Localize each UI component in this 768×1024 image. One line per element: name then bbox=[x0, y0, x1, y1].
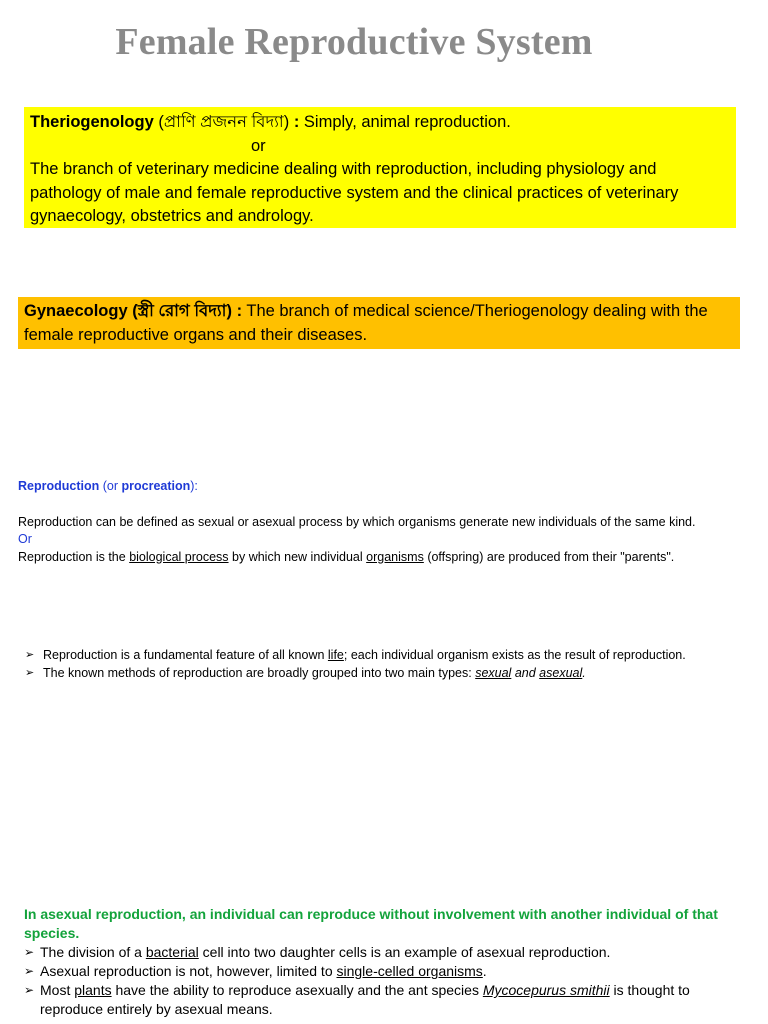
facts-section bbox=[18, 647, 758, 682]
bullet-arrow-icon: ➢ bbox=[24, 964, 35, 978]
gynaecology-separator: : bbox=[236, 302, 243, 320]
gynaecology-definition: The branch of medical science/Theriogenology dealing with the female reproductive organs and their diseases. bbox=[24, 302, 708, 344]
asexual1-text-a: The division of a bbox=[40, 944, 142, 960]
def2-text-a: Reproduction is the bbox=[18, 549, 126, 564]
theriogenology-definition-box bbox=[24, 107, 736, 228]
asexual-list bbox=[24, 943, 744, 1019]
bullet-arrow-icon: ➢ bbox=[25, 666, 35, 679]
list-item bbox=[18, 647, 758, 665]
theriogenology-bengali: (প্রাণি প্রজনন বিদ্যা) bbox=[158, 113, 290, 131]
theriogenology-term: Theriogenology bbox=[30, 113, 154, 131]
mycocepurus-smithii-link[interactable]: Mycocepurus smithii bbox=[482, 982, 610, 998]
sexual-link[interactable]: sexual bbox=[475, 665, 512, 680]
asexual-link[interactable]: asexual bbox=[539, 665, 583, 680]
theriogenology-or: or bbox=[251, 136, 266, 155]
list-item bbox=[18, 665, 758, 683]
bullet-arrow-icon: ➢ bbox=[24, 983, 35, 997]
asexual3-text-a: Most bbox=[40, 982, 71, 998]
fact2-text-a: The known methods of reproduction are broadly grouped into two main types: bbox=[43, 665, 472, 680]
gynaecology-definition-box bbox=[18, 297, 740, 349]
list-item bbox=[24, 962, 744, 981]
asexual-heading: In asexual reproduction, an individual can reproduce without involvement with another individual of that species. bbox=[24, 906, 718, 941]
asexual3-text-c: is thought to reproduce entirely by asexual means. bbox=[40, 982, 690, 1017]
bullet-arrow-icon: ➢ bbox=[24, 945, 35, 959]
list-item bbox=[24, 981, 744, 1019]
plants-link[interactable]: plants bbox=[74, 982, 112, 998]
asexual2-text-b: . bbox=[482, 963, 487, 979]
theriogenology-long-definition: The branch of veterinary medicine dealing with reproduction, including physiology and pathology of male and female reproductive system and the clinical practices of veterinary gynaecology, obstetrics and andrology. bbox=[30, 160, 679, 225]
list-item bbox=[24, 943, 744, 962]
asexual1-text-b: cell into two daughter cells is an example of asexual reproduction. bbox=[202, 944, 611, 960]
fact1-text-b: ; each individual organism exists as the result of reproduction. bbox=[343, 648, 686, 662]
organisms-link[interactable]: organisms bbox=[366, 549, 424, 564]
asexual-section bbox=[24, 905, 744, 1019]
asexual3-text-b: have the ability to reproduce asexually and the ant species bbox=[115, 982, 479, 998]
page-title: Female Reproductive System bbox=[115, 21, 593, 63]
facts-list bbox=[18, 647, 758, 682]
reproduction-heading-or: (or bbox=[102, 479, 119, 493]
single-celled-organisms-link[interactable]: single-celled organisms bbox=[336, 963, 483, 979]
biological-process-link[interactable]: biological process bbox=[129, 549, 229, 564]
fact1-text-a: Reproduction is a fundamental feature of all known bbox=[43, 648, 325, 662]
reproduction-section bbox=[18, 478, 758, 566]
reproduction-heading bbox=[18, 478, 758, 496]
asexual2-text-a: Asexual reproduction is not, however, limited to bbox=[40, 963, 333, 979]
reproduction-definition-2 bbox=[18, 549, 758, 567]
bullet-arrow-icon: ➢ bbox=[25, 649, 35, 661]
gynaecology-bengali: (স্ত্রী রোগ বিদ্যা) bbox=[132, 302, 232, 320]
bacterial-link[interactable]: bacterial bbox=[145, 944, 199, 960]
life-link[interactable]: life bbox=[327, 648, 344, 662]
reproduction-definition-1: Reproduction can be defined as sexual or asexual process by which organisms generate new individuals of the same kind. bbox=[18, 514, 696, 529]
gynaecology-term: Gynaecology bbox=[24, 302, 128, 320]
reproduction-heading-end: ): bbox=[190, 479, 198, 493]
fact2-and: and bbox=[514, 665, 536, 680]
theriogenology-separator: : bbox=[293, 113, 300, 131]
reproduction-heading-procreation: procreation bbox=[121, 479, 191, 493]
def2-text-c: (offspring) are produced from their "parents". bbox=[427, 549, 675, 564]
theriogenology-short-definition: Simply, animal reproduction. bbox=[303, 113, 511, 131]
def2-text-b: by which new individual bbox=[232, 549, 363, 564]
reproduction-heading-term: Reproduction bbox=[18, 479, 100, 493]
reproduction-or: Or bbox=[18, 532, 32, 546]
fact2-end: . bbox=[582, 665, 586, 680]
